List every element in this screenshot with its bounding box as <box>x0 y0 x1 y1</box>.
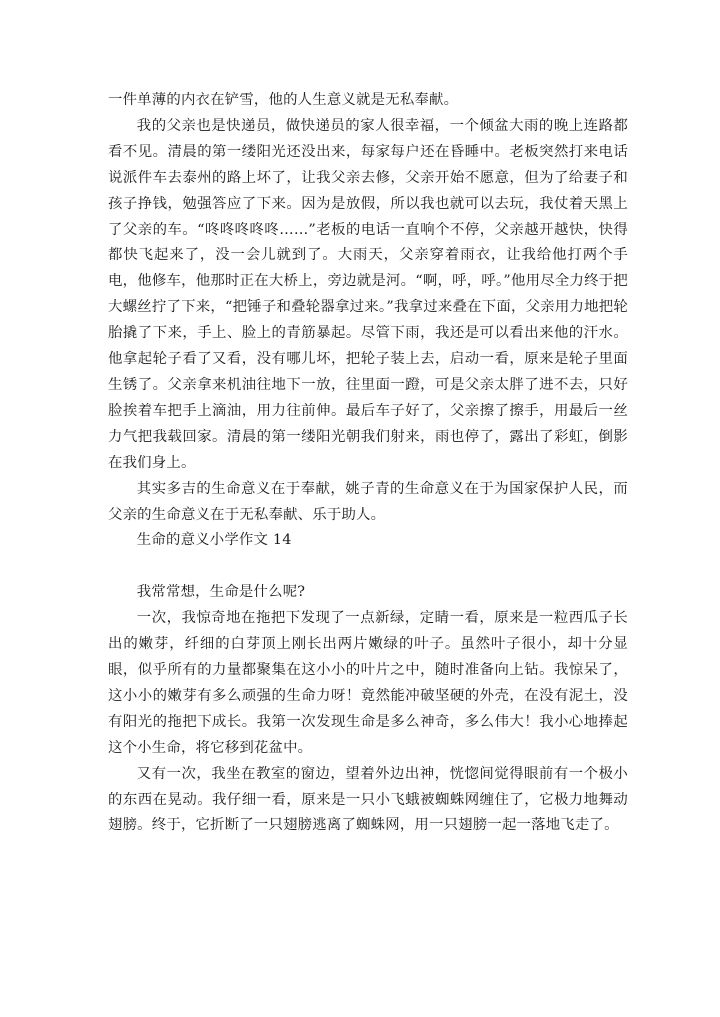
paragraph-father-courier: 我的父亲也是快递员，做快递员的家人很幸福，一个倾盆大雨的晚上连路都看不见。清晨的第一缕阳光还没出来，每家每户还在昏睡中。老板突然打来电话说派件车去泰州的路上坏了，让我父亲去修，父亲开始不愿意，但为了给妻子和孩子挣钱，勉强答应了下来。因为是放假，所以我也就可以去玩，我仗着天黑上了父亲的车。“咚咚咚咚咚……”老板的电话一直响个不停，父亲越开越快，快得都快飞起来了，没一会儿就到了。大雨天，父亲穿着雨衣，让我给他打两个手电，他修车，他那时正在大桥上，旁边就是河。“啊，呼，呼。”他用尽全力终于把大螺丝拧了下来，“把锤子和叠轮器拿过来。”我拿过来叠在下面，父亲用力地把轮胎撬了下来，手上、脸上的青筋暴起。尽管下雨，我还是可以看出来他的汗水。他拿起轮子看了又看，没有哪儿坏，把轮子装上去，启动一看，原来是轮子里面生锈了。父亲拿来机油往地下一放，往里面一蹬，可是父亲太胖了进不去，只好脸挨着车把手上滴油，用力往前伸。最后车子好了，父亲擦了擦手，用最后一丝力气把我载回家。清晨的第一缕阳光朝我们射来，雨也停了，露出了彩虹，倒影在我们身上。 <box>108 117 628 471</box>
paragraph-meaning-summary: 其实多吉的生命意义在于奉献，姚子青的生命意义在于为国家保护人民，而父亲的生命意义在于无私奉献、乐于助人。 <box>108 480 628 523</box>
paragraph-sprout: 一次，我惊奇地在拖把下发现了一点新绿，定睛一看，原来是一粒西瓜子长出的嫩芽，纤细的白芽顶上刚长出两片嫩绿的叶子。虽然叶子很小，却十分显眼，似乎所有的力量都聚集在这小小的叶片之中，随时准备向上钻。我惊呆了，这小小的嫩芽有多么顽强的生命力呀！竟然能冲破坚硬的外壳，在没有泥土，没有阳光的拖把下成长。我第一次发现生命是多么神奇，多么伟大！我小心地捧起这个小生命，将它移到花盆中。 <box>108 610 628 756</box>
paragraph-continuation: 一件单薄的内衣在铲雪，他的人生意义就是无私奉献。 <box>108 92 459 108</box>
paragraph-question: 我常常想，生命是什么呢? <box>136 584 306 601</box>
section-spacer <box>108 554 628 580</box>
section-title: 生命的意义小学作文 14 <box>136 532 292 549</box>
paragraph-moth: 又有一次，我坐在教室的窗边，望着外边出神，恍惚间觉得眼前有一个极小的东西在晃动。我仔细一看，原来是一只小飞蛾被蜘蛛网缠住了，它极力地舞动翅膀。终于，它折断了一只翅膀逃离了蜘蛛网，用一只翅膀一起一落地飞走了。 <box>108 765 628 834</box>
document-body <box>108 88 628 839</box>
